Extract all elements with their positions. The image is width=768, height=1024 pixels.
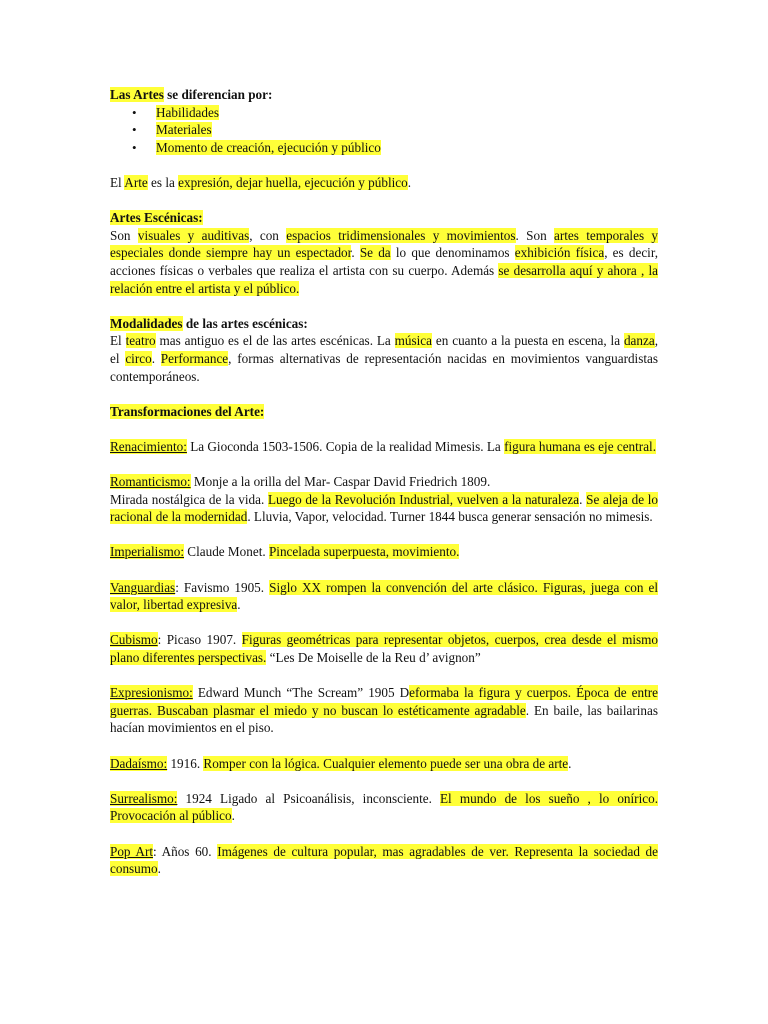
- text-run: .: [231, 808, 235, 824]
- movement-label: Expresionismo:: [110, 685, 193, 701]
- movement-entry: [110, 755, 658, 773]
- bullet-item: • Habilidades: [156, 104, 658, 122]
- text-run: . Son: [515, 227, 554, 243]
- highlighted-text: Se aleja de lo racional de la modernidad: [110, 491, 659, 525]
- bullet-item: • Materiales: [156, 121, 658, 139]
- highlighted-text: Figuras geométricas para representar objetos, cuerpos, crea desde el mismo plano diferentes perspectivas.: [110, 632, 658, 665]
- text-run: 1916.: [167, 755, 204, 771]
- text-run: : Años 60.: [153, 843, 218, 859]
- highlighted-text: Siglo XX rompen la convención del arte clásico. Figuras, juega con el valor, libertad expresiva: [110, 579, 658, 613]
- text-run: Edward Munch “The Scream” 1905 D: [192, 685, 410, 701]
- text-run: , formas alternativas de representación nacidas en movimientos vanguardistas contemporáneos.: [110, 350, 658, 384]
- highlighted-text: Performance: [160, 350, 229, 366]
- highlighted-text: Se da: [359, 245, 391, 261]
- text-run: lo que denominamos: [390, 245, 515, 261]
- movement-label: Imperialismo:: [110, 544, 184, 560]
- text-run: . En baile, las bailarinas hacían movimientos en el piso.: [110, 702, 658, 736]
- text-run: 1924 Ligado al Psicoanálisis, inconsciente.: [177, 790, 440, 806]
- movement-entry: [110, 790, 658, 825]
- text-run: Claude Monet.: [183, 544, 269, 560]
- text-run: mas antiguo es el de las artes escénicas. La: [155, 333, 395, 349]
- modalidades-paragraph: [110, 332, 658, 385]
- movement-entry: [110, 543, 658, 561]
- text-run: .: [351, 245, 360, 261]
- text-run: “Les De Moiselle de la Reu d’ avignon”: [266, 650, 481, 665]
- movement-entry: [110, 631, 658, 666]
- text-run: . Lluvia, Vapor, velocidad. Turner 1844 busca generar sensación no mimesis.: [247, 509, 653, 525]
- highlighted-text: espacios tridimensionales y movimientos: [286, 227, 516, 243]
- text-run: Son: [110, 227, 138, 243]
- highlighted-text: se desarrolla aquí y ahora , la relación entre el artista y el público.: [110, 262, 658, 296]
- movement-label: Dadaísmo:: [110, 755, 168, 771]
- text-run: en cuanto a la puesta en escena, la: [432, 333, 624, 349]
- movement-label: Renacimiento:: [110, 438, 187, 454]
- text-run: El: [110, 333, 126, 349]
- highlighted-text: figura humana es eje central.: [504, 438, 657, 454]
- transformaciones-list: [110, 420, 658, 877]
- text-run: Monje a la orilla del Mar- Caspar David Friedrich 1809.: [190, 474, 491, 490]
- document-page: [110, 86, 658, 878]
- text-run: , es decir, acciones físicas o verbales que realiza el artista con su cuerpo. Además: [110, 245, 658, 278]
- highlighted-text: El mundo de los sueño , lo onírico. Provocación al público: [110, 790, 658, 824]
- intro-heading: Las Artes se diferencian por:: [110, 87, 273, 102]
- highlighted-text: artes temporales y especiales donde siempre hay un espectador: [110, 227, 658, 261]
- highlighted-text: Romper con la lógica. Cualquier elemento puede ser una obra de arte: [203, 755, 569, 771]
- text-run: Mirada nostálgica de la vida.: [110, 491, 268, 507]
- text-run: La Gioconda 1503-1506. Copia de la realidad Mimesis. La: [186, 438, 505, 454]
- highlighted-text: Luego de la Revolución Industrial, vuelven a la naturaleza: [268, 491, 580, 507]
- movement-label: Cubismo: [110, 632, 158, 648]
- movement-entry: [110, 473, 658, 526]
- intro-bullet-list: [110, 104, 658, 157]
- text-run: : Picaso 1907.: [157, 632, 242, 648]
- escenicas-paragraph: [110, 227, 658, 297]
- movement-label: Pop Art: [110, 843, 154, 859]
- intro-heading-highlight: Las Artes: [110, 87, 164, 102]
- text-run: , el: [110, 333, 658, 366]
- highlighted-text: eformaba la figura y cuerpos. Época de entre guerras. Buscaban plasmar el miedo y no buscan lo estéticamente agradable: [110, 685, 658, 718]
- escenicas-heading: Artes Escénicas:: [110, 210, 203, 226]
- highlighted-text: Pincelada superpuesta, movimiento.: [268, 544, 460, 560]
- bullet-item: • Momento de creación, ejecución y público: [156, 139, 658, 157]
- movement-entry: [110, 684, 658, 737]
- transformaciones-heading: Transformaciones del Arte:: [110, 403, 265, 419]
- movement-label: Romanticismo:: [110, 474, 191, 490]
- movement-entry: [110, 843, 658, 878]
- highlighted-text: visuales y auditivas: [137, 227, 250, 243]
- highlighted-text: música: [394, 333, 433, 349]
- highlighted-text: Imágenes de cultura popular, mas agradables de ver. Representa la sociedad de consumo: [110, 843, 659, 877]
- modalidades-heading: Modalidades de las artes escénicas:: [110, 315, 308, 331]
- movement-label: Vanguardias: [110, 579, 176, 595]
- arte-definition: El Arte es la expresión, dejar huella, ejecución y público.: [110, 174, 412, 190]
- highlighted-text: exhibición física: [514, 245, 605, 261]
- text-run: .: [579, 491, 587, 507]
- movement-label: Surrealismo:: [110, 790, 178, 806]
- text-run: .: [157, 861, 161, 877]
- text-run: .: [237, 597, 241, 613]
- highlighted-text: circo: [125, 350, 152, 366]
- movement-entry: [110, 579, 658, 614]
- text-run: : Favismo 1905.: [175, 579, 270, 595]
- text-run: .: [568, 755, 572, 771]
- text-run: , con: [249, 227, 287, 243]
- movement-entry: [110, 438, 658, 456]
- highlighted-text: danza: [623, 333, 655, 349]
- highlighted-text: teatro: [125, 333, 156, 349]
- text-run: .: [151, 350, 161, 366]
